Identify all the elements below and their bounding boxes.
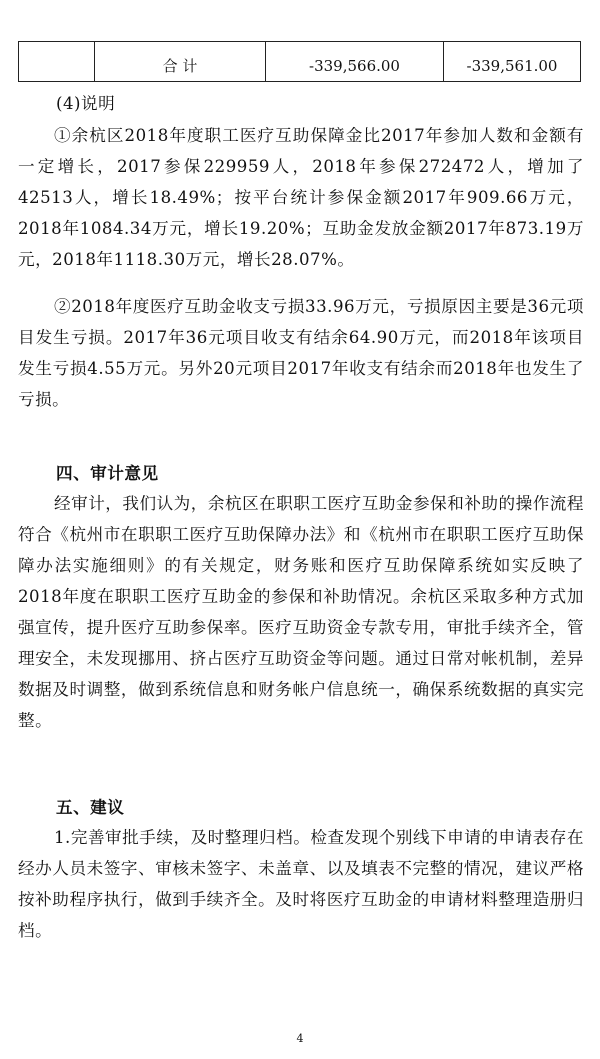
table-cell-value-2017: -339,566.00 xyxy=(266,42,444,82)
summary-table xyxy=(18,41,581,82)
heading-suggestions: 五、建议 xyxy=(56,798,125,817)
paragraph-note-2: ②2018年度医疗互助金收支亏损33.96万元，亏损原因主要是36元项目发生亏损。2017年36元项目收支有结余64.90万元，而2018年该项目发生亏损4.55万元。另外20元项目2017年收支有结余而2018年也发生了亏损。 xyxy=(18,297,584,409)
note-title: (4)说明 xyxy=(56,94,116,113)
paragraph-audit-opinion: 经审计，我们认为，余杭区在职职工医疗互助金参保和补助的操作流程符合《杭州市在职职工医疗互助保障办法》和《杭州市在职职工医疗互助保障办法实施细则》的有关规定，财务账和医疗互助保障系统如实反映了2018年度在职职工医疗互助金的参保和补助情况。余杭区采取多种方式加强宣传，提升医疗互助参保率。医疗互助资金专款专用，审批手续齐全，管理安全，未发现挪用、挤占医疗互助资金等问题。通过日常对帐机制，差异数据及时调整，做到系统信息和财务帐户信息统一，确保系统数据的真实完整。 xyxy=(18,494,584,730)
table-cell-total-label: 合 计 xyxy=(95,42,266,82)
paragraph-note-1: ①余杭区2018年度职工医疗互助保障金比2017年参加人数和金额有一定增长，2017参保229959人，2018年参保272472人，增加了42513人，增长18.49%；按平台统计参保金额2017年909.66万元，2018年1084.34万元，增长19.20%；互助金发放金额2017年873.19万元，2018年1118.30万元，增长28.07%。 xyxy=(18,126,584,269)
heading-audit-opinion: 四、审计意见 xyxy=(56,464,159,483)
table-cell-value-2018: -339,561.00 xyxy=(444,42,581,82)
page-number: 4 xyxy=(296,1032,304,1045)
table-row xyxy=(19,42,581,82)
table-cell-empty xyxy=(19,42,95,82)
paragraph-suggestion-1: 1.完善审批手续，及时整理归档。检查发现个别线下申请的申请表存在经办人员未签字、审核未签字、未盖章、以及填表不完整的情况，建议严格按补助程序执行，做到手续齐全。及时将医疗互助金的申请材料整理造册归档。 xyxy=(18,828,584,940)
